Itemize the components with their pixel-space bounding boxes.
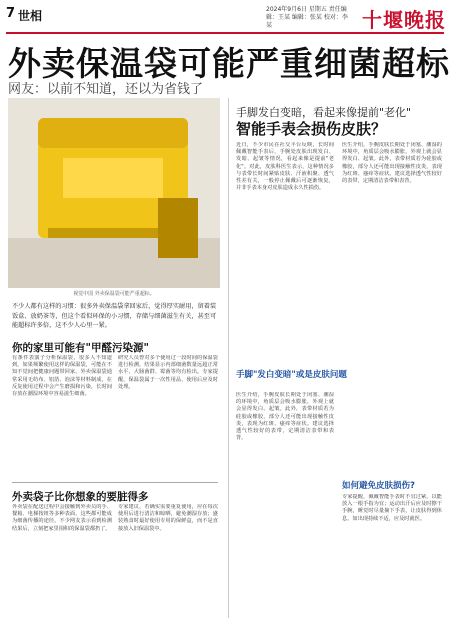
side-sub-body-1: 医生介绍，手腕皮肤长期处于闭塞、潮湿的环境中，角质层会吸水膨胀，外观上就会显得发白、起皱。此外，表带材质若为硅胶或橡胶，部分人还可能出现接触性皮炎，表现为红斑、瘙痒等症状。建议选择透气性较好的表带，定期清洁表带和表背。	[236, 392, 334, 442]
main-photo	[8, 98, 220, 288]
section-heading-2: 外卖袋子比你想象的要脏得多	[12, 491, 149, 503]
delivery-bag-photo-illustration	[8, 98, 220, 288]
photo-caption: 视觉中国 外卖保温袋可能严重超标。	[73, 291, 155, 297]
side-subheading-1: 手脚"发白变暗"或是皮肤问题	[236, 370, 347, 380]
side-kicker: 手脚发白变暗，看起来像提前"老化"	[236, 106, 412, 119]
page-header	[0, 0, 450, 34]
side-sub-body-2: 专家提醒，佩戴智能手表时不宜过紧，以能放入一根手指为宜；运动出汗后应及时擦干手腕，睡觉时尽量摘下手表，让皮肤得到休息。如出现持续不适，应及时就医。	[342, 494, 442, 522]
issue-info: 2024年9月6日 星期五 责任编辑：王某 编辑：张某 校对：李某	[266, 6, 348, 29]
column-divider	[228, 98, 229, 618]
section-2-col-2: 专家建议，若确实需要重复使用，应在每次使用后进行清洁和晾晒，避免潮湿存放；盛装熟食时最好使用专用的保鲜盒，而不是直接放入旧保温袋中。	[118, 504, 218, 532]
side-body-col-2: 医生介绍，手腕皮肤长期处于闭塞、潮湿的环境中，角质层会吸水膨胀，外观上就会显得发白、起皱。此外，表带材质若为硅胶或橡胶，部分人还可能出现接触性皮炎，表现为红斑、瘙痒等症状。建议选择透气性较好的表带，定期清洁表带和表背。	[342, 142, 442, 185]
section-2-col-1: 外卖袋在配送过程中会接触到外卖员的手、餐箱、电梯按钮等多种表面，这些都可能成为细菌传播的途径。不少网友表示看到检测结果后，立刻把家里囤积的保温袋都扔了。	[12, 504, 112, 532]
section-number: 7	[6, 6, 16, 21]
section-heading-1: 你的家里可能有"甲醛污染源"	[12, 342, 149, 354]
section-1-col-1: 有条件表演子分析保温袋，很多人不知道到，如果频繁使用这样的保温袋，可能在不知不觉间把健康问题带回家。外卖保温袋通常采用无纺布、铝箔、泡沫等材料制成，在反复使用过程中会产生磨损和污染，长时间存放在潮湿环境中容易滋生细菌。	[12, 355, 112, 398]
main-subhead: 网友：以前不知道，还以为省钱了	[8, 82, 204, 97]
lead-intro: 不少人都有这样的习惯：很多外卖保温袋拿回家后，觉得厚实耐用，留着装饭盒、放奶茶等，但这个看似环保的小习惯，存储与细菌滋生有关，甚至可能超标许多倍，这不少人心里一紧。	[12, 303, 217, 329]
masthead-logo: 十堰晚报	[362, 8, 446, 32]
section-name: 世相	[18, 9, 43, 23]
header-rule	[6, 32, 444, 34]
section-1-col-2: 研究人员曾对多个使用过一段时间的保温袋进行检测，结果显示内部细菌数量远超正常水平，大肠菌群、霉菌等均有检出。专家提醒，保温袋属于一次性用品，使用后应及时处理。	[118, 355, 218, 390]
side-headline: 智能手表会损伤皮肤？	[236, 120, 387, 138]
section-divider	[12, 482, 218, 483]
side-body-col-1: 近日，不少市民在社交平台反映，长时间佩戴智能手表后，手腕处皮肤出现发白、发暗、起皱等情况，看起来像是提前"老化"。对此，皮肤科医生表示，这种情况多与表带长时间紧贴皮肤、汗液积聚、透气性差有关，一般停止佩戴后可逐渐恢复，并非手表本身对皮肤造成永久性损伤。	[236, 142, 334, 192]
side-subheading-2: 如何避免皮肤损伤?	[342, 481, 415, 491]
main-headline: 外卖保温袋可能严重细菌超标	[8, 44, 450, 83]
